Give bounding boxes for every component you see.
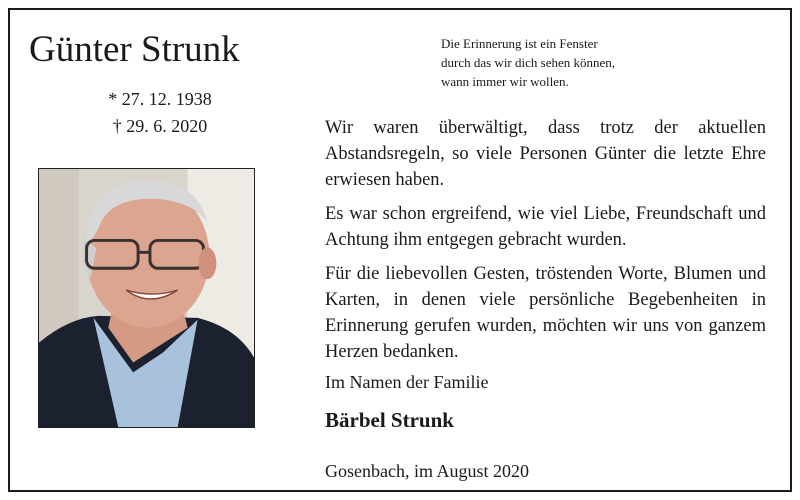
portrait-photo <box>38 168 255 428</box>
place-date: Gosenbach, im August 2020 <box>325 461 529 481</box>
quote-line: Die Erinnerung ist ein Fenster <box>441 36 598 51</box>
deceased-name: Günter Strunk <box>29 29 240 70</box>
thank-you-text <box>325 115 766 373</box>
paragraph: Es war schon ergreifend, wie viel Liebe, Freundschaft und Achtung ihm entgegen gebracht wurden. <box>325 204 766 250</box>
quote-line: durch das wir dich sehen können, <box>441 55 616 70</box>
memorial-quote <box>441 34 615 91</box>
signer-name: Bärbel Strunk <box>325 408 454 432</box>
birth-date: * 27. 12. 1938 <box>108 89 212 109</box>
paragraph: Wir waren überwältigt, dass trotz der aktuellen Abstandsregeln, so viele Personen Günter die letzte Ehre erwiesen haben. <box>325 118 766 190</box>
paragraph: Für die liebevollen Gesten, tröstenden Worte, Blumen und Karten, in denen viele persönliche Begebenheiten in Erinnerung gerufen wurden, möchten wir uns von ganzem Herzen bedanken. <box>325 264 766 362</box>
signoff-line: Im Namen der Familie <box>325 372 489 392</box>
death-date: † 29. 6. 2020 <box>112 116 208 136</box>
quote-line: wann immer wir wollen. <box>441 74 569 89</box>
